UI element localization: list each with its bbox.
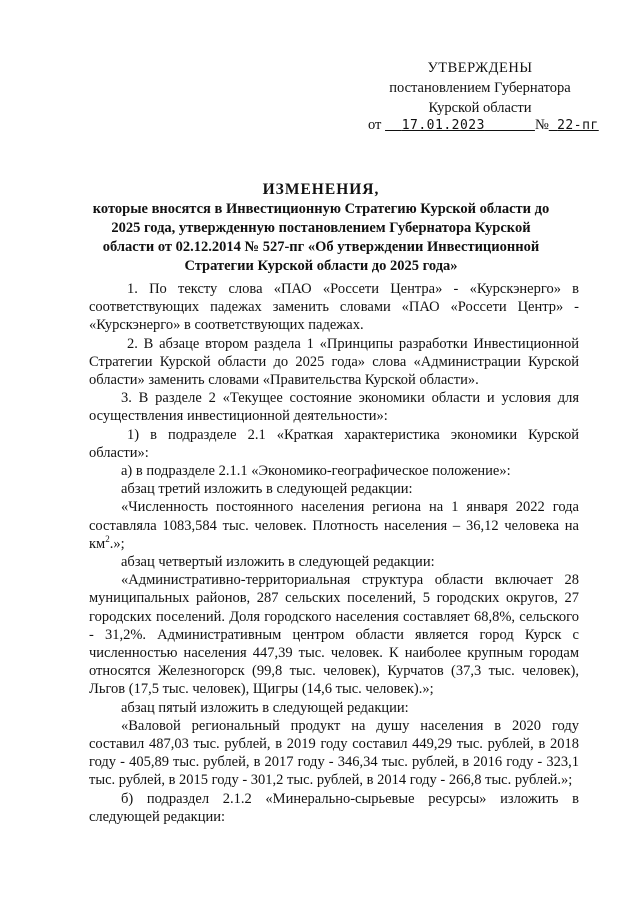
paragraph-9: «Административно-территориальная структура области включает 28 муниципальных районов, 287 сельских поселений, 5 городских округов, 27 городских поселений. Доля городского населения составляет 68,8%, сельского - 31,2%. Административным центром области является город Курск с численностью населения 447,39 тыс. человек. К наиболее крупным городам относятся Железногорск (99,8 тыс. человек), Курчатов (37,3 тыс. человек), Льгов (17,5 тыс. человек), Щигры (14,6 тыс. человек).»;: [89, 572, 579, 698]
paragraph-5: а) в подразделе 2.1.1 «Экономико-географическое положение»:: [121, 463, 511, 480]
heading-line: которые вносятся в Инвестиционную Стратегию Курской области до: [92, 201, 550, 217]
document-body: [89, 280, 579, 826]
paragraph-10: абзац пятый изложить в следующей редакции:: [121, 699, 409, 716]
paragraph-11: «Валовой региональный продукт на душу населения в 2020 году составил 487,03 тыс. рублей, в 2019 году составил 449,29 тыс. рублей, в 2018 году - 405,89 тыс. рублей, в 2017 году - 346,34 тыс. рублей, в 2016 году - 323,1 тыс. рублей, в 2015 году - 301,2 тыс. рублей, в 2014 году - 266,8 тыс. рублей.»;: [89, 717, 579, 789]
heading-line: 2025 года, утвержденную постановлением Губернатора Курской: [111, 220, 531, 236]
paragraph-3: 3. В разделе 2 «Текущее состояние экономики области и условия для осуществления инвестиционной деятельности»:: [89, 390, 579, 425]
approval-date: 17.01.2023: [401, 118, 485, 133]
approval-number: 22-пг: [557, 118, 599, 133]
approval-block: [360, 58, 600, 118]
approval-line-2: Курской области: [428, 100, 532, 116]
from-label: от: [368, 117, 382, 133]
heading-title: ИЗМЕНЕНИЯ,: [262, 181, 380, 198]
paragraph-12: б) подраздел 2.1.2 «Минерально-сырьевые ресурсы» изложить в следующей редакции:: [89, 790, 579, 825]
heading-line: области от 02.12.2014 № 527-пг «Об утверждении Инвестиционной: [102, 239, 540, 255]
paragraph-7: «Численность постоянного населения региона на 1 января 2022 года составляла 1083,584 тыс. человек. Плотность населения – 36,12 человека на $км^2$.»;: [89, 499, 579, 552]
paragraph-8: абзац четвертый изложить в следующей редакции:: [121, 554, 435, 571]
paragraph-6: абзац третий изложить в следующей редакции:: [121, 481, 413, 498]
paragraph-4: 1) в подразделе 2.1 «Краткая характеристика экономики Курской области»:: [89, 426, 579, 461]
approval-reference: [368, 116, 608, 135]
superscript: 2: [105, 533, 110, 544]
approval-line-1: постановлением Губернатора: [389, 80, 571, 96]
paragraph-2: 2. В абзаце втором раздела 1 «Принципы разработки Инвестиционной Стратегии Курской области до 2025 года» слова «Администрации Курской области» заменить словами «Правительства Курской области».: [89, 335, 579, 389]
heading-line: Стратегии Курской области до 2025 года»: [184, 258, 458, 274]
approval-title: УТВЕРЖДЕНЫ: [427, 60, 533, 76]
number-label: №: [534, 117, 549, 133]
paragraph-1: 1. По тексту слова «ПАО «Россети Центра» - «Курскэнерго» в соответствующих падежах заменить словами «ПАО «Россети Центр» - «Курскэнерго» в соответствующих падежах.: [89, 281, 579, 334]
document-heading: [86, 180, 556, 276]
